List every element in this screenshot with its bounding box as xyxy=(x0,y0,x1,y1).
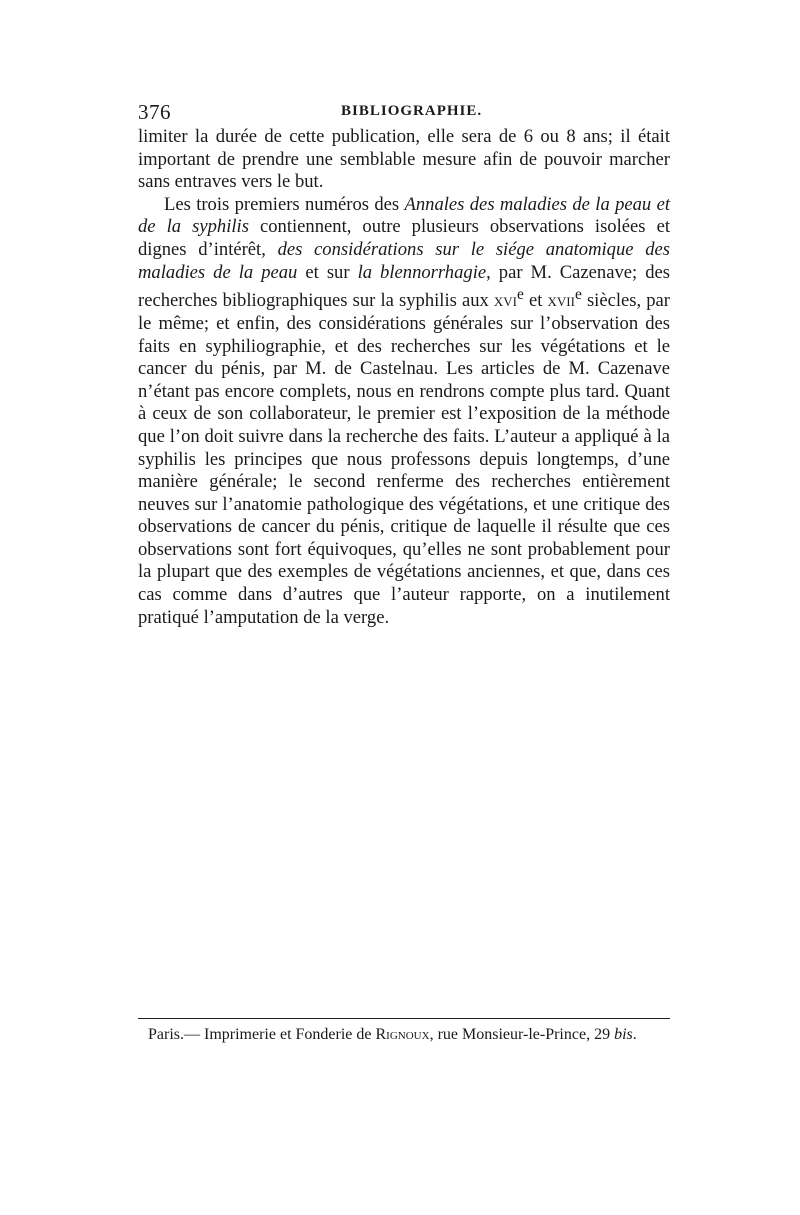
address-bis: bis xyxy=(614,1026,633,1043)
text-run: Les trois premiers numéros des xyxy=(164,193,405,215)
paragraph-continued: limiter la durée de cette publication, elle sera de 6 ou 8 ans; il était important de prendre une semblable mesure afin de pouvoir marcher sans entraves vers le but. xyxy=(138,126,670,193)
century-numeral: xvi xyxy=(493,290,517,312)
century-numeral: xvii xyxy=(547,290,575,312)
ordinal-suffix: e xyxy=(517,286,524,304)
paragraph-annales xyxy=(138,194,670,629)
page-header xyxy=(138,100,670,126)
text-run: et sur xyxy=(297,261,358,283)
journal-title: Annales des maladies de la peau et de la syphilis xyxy=(138,193,670,238)
article-title: la blennorrhagie xyxy=(357,261,487,283)
body-text xyxy=(138,126,670,629)
imprint-text: . xyxy=(632,1026,637,1043)
text-run: siècles, par le même; et enfin, des considérations générales sur l’observation des faits en syphiliographie, et des recherches sur les végétations et le cancer du pénis, par M. de Castelnau. Les articles de M. Cazenave n’étant pas encore complets, nous en rendrons compte plus tard. Quant à ceux de son collaborateur, le premier est l’exposition de la méthode que l’on doit suivre dans la recherche des faits. L’auteur a appliqué à la syphilis les principes que nous professons depuis longtemps, d’une manière générale; le second renferme des recherches entièrement neuves sur l’anatomie pathologique des végétations, et une critique des observations de cancer du pénis, critique de laquelle il résulte que ces observations sont fort équivoques, qu’elles ne sont probablement pour la plupart que des exemples de végétations anciennes, et que, dans ces cas comme dans d’autres que l’auteur rapporte, on a inutilement pratiqué l’amputation de la verge. xyxy=(138,290,670,628)
text-run: , par M. Cazenave; des recherches bibliographiques sur la syphilis aux xyxy=(138,261,670,312)
printer-name: Rignoux xyxy=(375,1026,430,1043)
ordinal-suffix: e xyxy=(574,286,582,304)
page-number: 376 xyxy=(138,100,171,124)
running-head: BIBLIOGRAPHIE. xyxy=(341,103,483,119)
book-page xyxy=(138,100,670,629)
text-run: contiennent, outre plusieurs observations isolées et dignes d’intérêt, xyxy=(138,216,670,260)
footer-rule xyxy=(138,1018,670,1019)
text-run: et xyxy=(523,290,548,312)
imprint-text: , rue Monsieur-le-Prince, 29 xyxy=(429,1026,615,1043)
imprint-text: Paris.— Imprimerie et Fonderie de xyxy=(148,1026,376,1043)
article-title: des considérations sur le siége anatomique des maladies de la peau xyxy=(138,238,670,283)
printer-imprint xyxy=(148,1026,668,1044)
